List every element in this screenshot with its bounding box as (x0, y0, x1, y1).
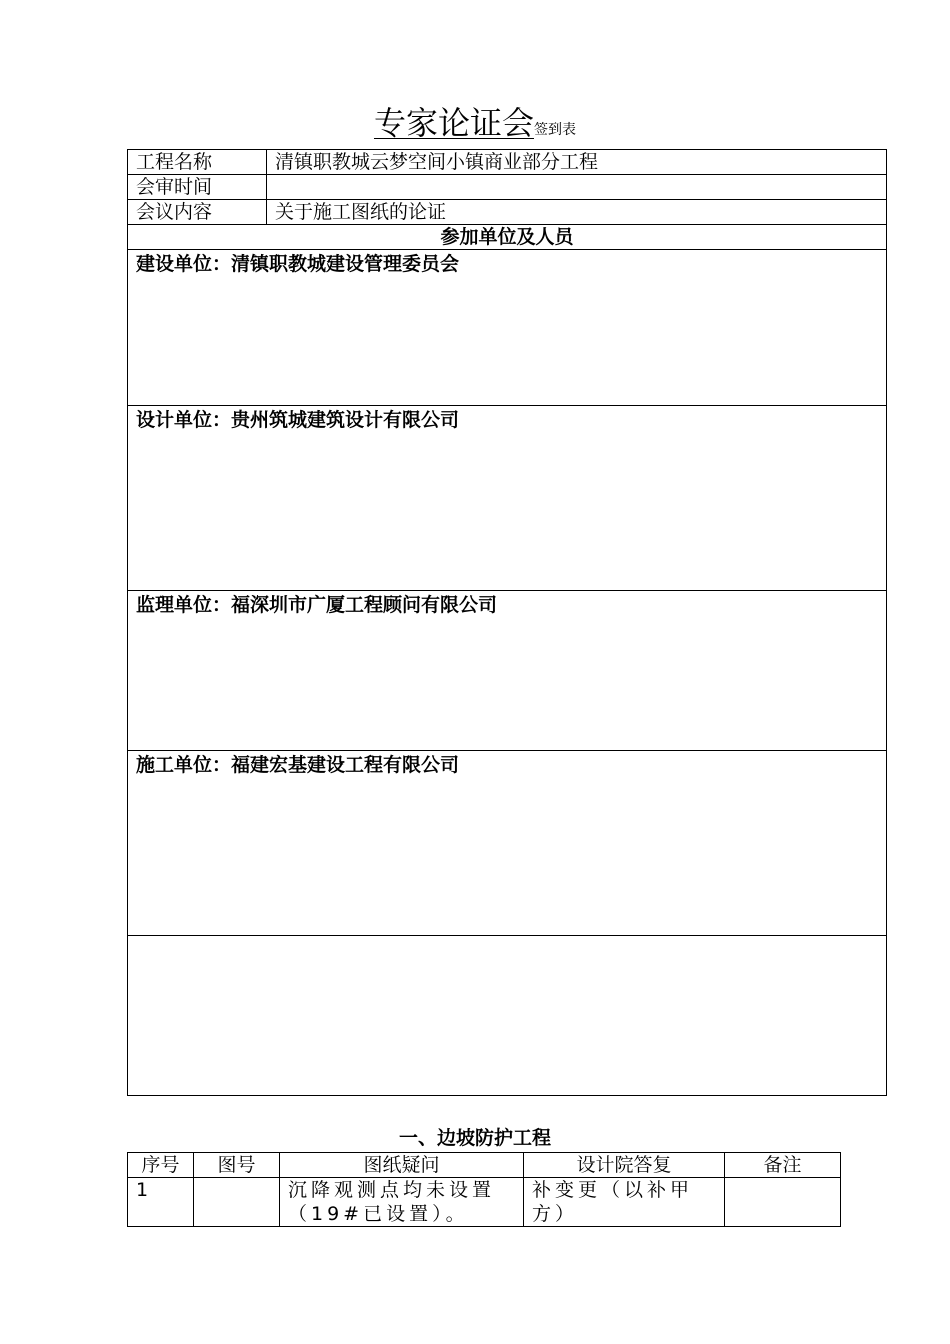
unit-row-blank (128, 936, 887, 1096)
row-question: 沉降观测点均未设置（19#已设置）。 (280, 1178, 524, 1227)
unit-row-construction (128, 751, 887, 936)
review-time-value (267, 175, 887, 200)
unit-owner: 建设单位：清镇职教城建设管理委员会 (128, 250, 887, 406)
participants-header: 参加单位及人员 (128, 225, 887, 250)
info-row-content (128, 200, 887, 225)
unit-row-supervision (128, 591, 887, 751)
row-drawing (194, 1178, 280, 1227)
unit-row-design (128, 406, 887, 591)
unit-construction: 施工单位：福建宏基建设工程有限公司 (128, 751, 887, 936)
row-no: 1 (128, 1178, 194, 1227)
header-drawing: 图号 (194, 1153, 280, 1178)
unit-supervision: 监理单位：福深圳市广厦工程顾问有限公司 (128, 591, 887, 751)
info-row-project (128, 150, 887, 175)
project-name-label: 工程名称 (128, 150, 267, 175)
row-reply: 补变更（以补甲方） (524, 1178, 725, 1227)
section-title: 一、边坡防护工程 (398, 1127, 551, 1149)
row-note (725, 1178, 841, 1227)
unit-design: 设计单位：贵州筑城建筑设计有限公司 (128, 406, 887, 591)
header-note: 备注 (725, 1153, 841, 1178)
project-name-value: 清镇职教城云梦空间小镇商业部分工程 (267, 150, 887, 175)
header-question: 图纸疑问 (280, 1153, 524, 1178)
review-time-label: 会审时间 (128, 175, 267, 200)
question-table (127, 1152, 841, 1227)
meeting-content-label: 会议内容 (128, 200, 267, 225)
question-header-row (128, 1153, 841, 1178)
title-sub: 签到表 (534, 122, 576, 138)
meeting-content-value: 关于施工图纸的论证 (267, 200, 887, 225)
table-row (128, 1178, 841, 1227)
info-row-time (128, 175, 887, 200)
sign-in-table (127, 149, 887, 1096)
title-main: 专家论证会 (373, 104, 534, 142)
unit-row-owner (128, 250, 887, 406)
header-no: 序号 (128, 1153, 194, 1178)
participants-header-row (128, 225, 887, 250)
header-reply: 设计院答复 (524, 1153, 725, 1178)
unit-blank (128, 936, 887, 1096)
document-title (0, 100, 950, 153)
